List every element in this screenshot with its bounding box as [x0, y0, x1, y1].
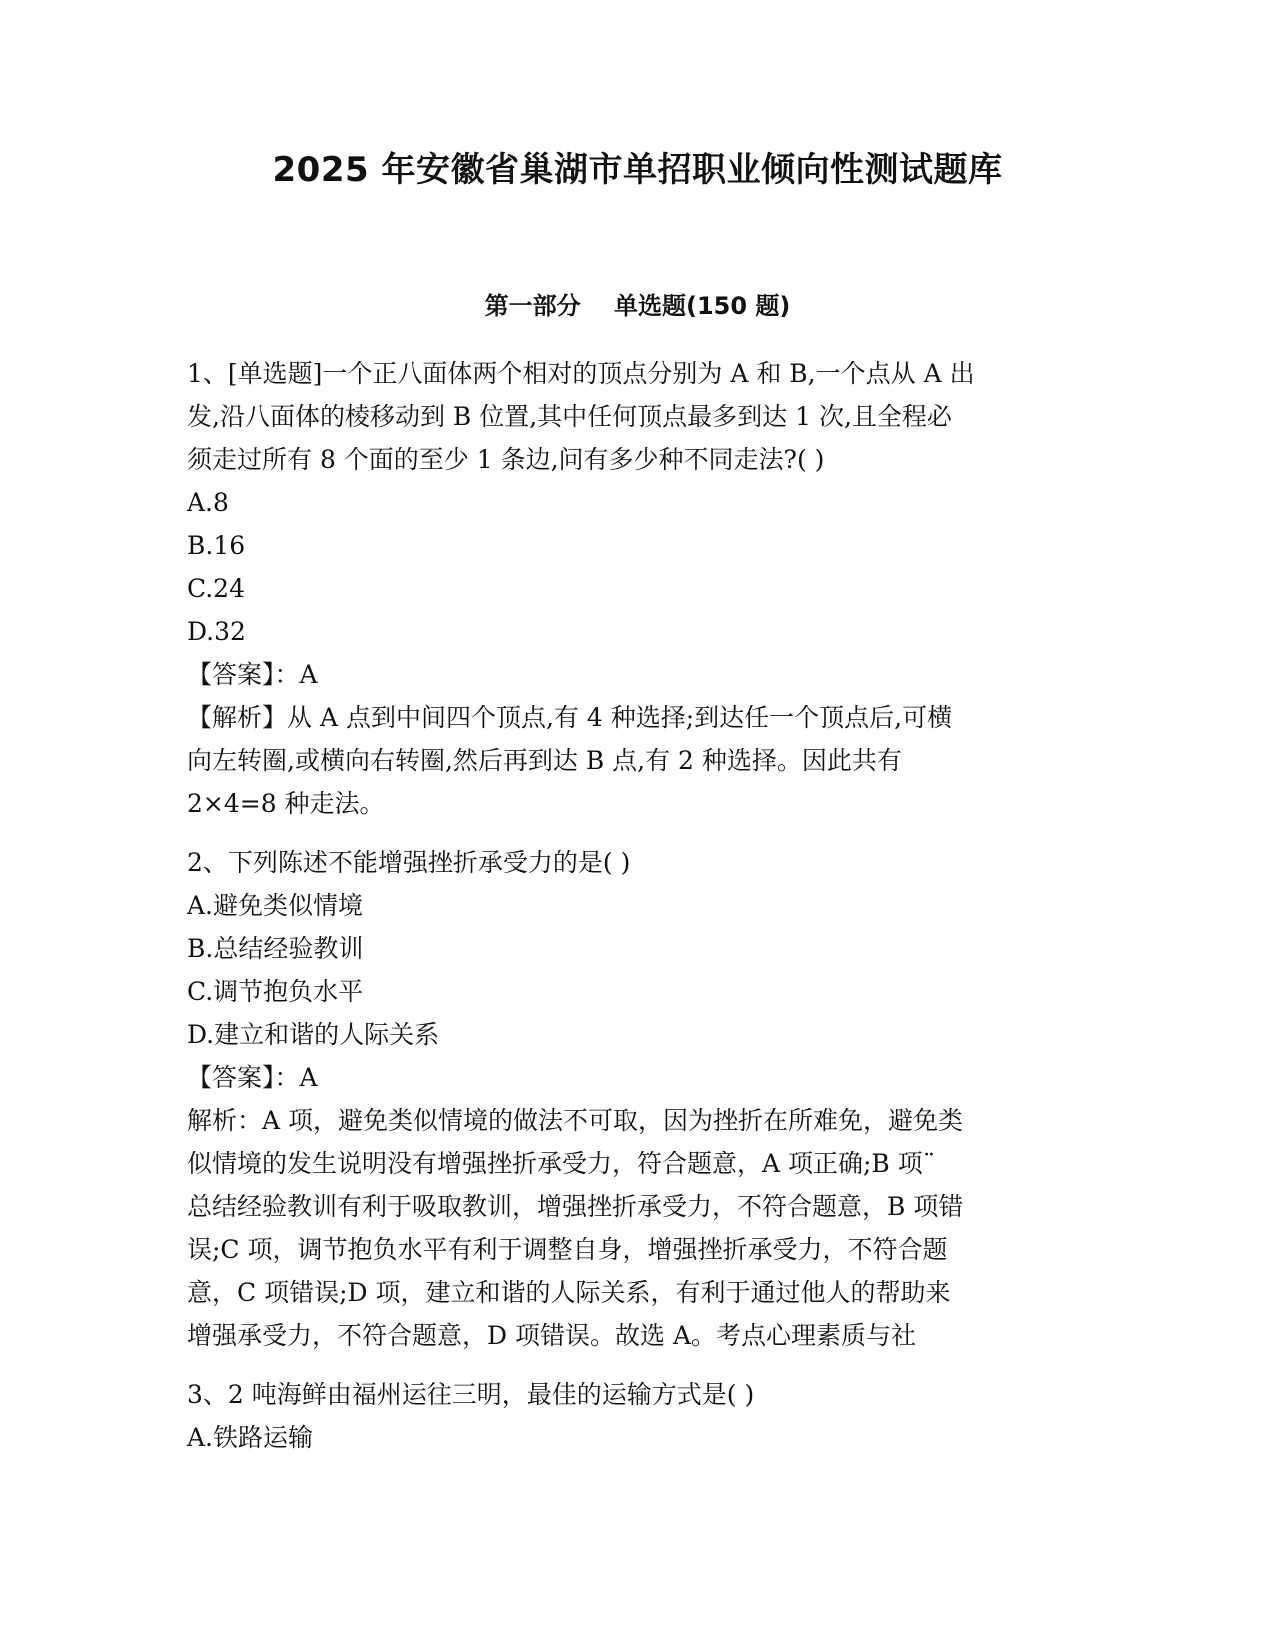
question-stem-line: 发,沿八面体的棱移动到 B 位置,其中任何顶点最多到达 1 次,且全程必 — [187, 402, 952, 431]
analysis-line: 总结经验教训有利于吸取教训，增强挫折承受力，不符合题意，B 项错 — [187, 1192, 964, 1221]
option-a: A.铁路运输 — [187, 1423, 314, 1452]
question-3 — [187, 1373, 1087, 1459]
analysis-line: 【解析】从 A 点到中间四个顶点,有 4 种选择;到达任一个顶点后,可横 — [187, 703, 953, 732]
option-d: D.建立和谐的人际关系 — [187, 1020, 440, 1049]
option-a: A.避免类似情境 — [187, 891, 364, 920]
option-b: B.16 — [187, 531, 246, 560]
question-stem-line: 3、2 吨海鲜由福州运往三明，最佳的运输方式是( ) — [187, 1380, 755, 1409]
question-2 — [187, 841, 1087, 1357]
question-stem-line: 2、下列陈述不能增强挫折承受力的是( ) — [187, 848, 631, 877]
question-1 — [187, 352, 1087, 825]
option-d: D.32 — [187, 617, 246, 646]
analysis-line: 解析：A 项，避免类似情境的做法不可取，因为挫折在所难免，避免类 — [187, 1106, 964, 1135]
analysis-line: 向左转圈,或横向右转圈,然后再到达 B 点,有 2 种选择。因此共有 — [187, 746, 902, 775]
option-a: A.8 — [187, 488, 229, 517]
analysis-line: 意，C 项错误;D 项，建立和谐的人际关系，有利于通过他人的帮助来 — [187, 1278, 951, 1307]
question-list — [187, 352, 1087, 1459]
document-title: 2025 年安徽省巢湖市单招职业倾向性测试题库 — [272, 150, 1003, 190]
answer: 【答案】：A — [187, 1063, 318, 1092]
question-stem-line: 须走过所有 8 个面的至少 1 条边,问有多少种不同走法?( ) — [187, 445, 825, 474]
question-spacer — [187, 1357, 1087, 1373]
analysis-line: 误;C 项，调节抱负水平有利于调整自身，增强挫折承受力，不符合题 — [187, 1235, 948, 1264]
question-spacer — [187, 825, 1087, 841]
answer: 【答案】：A — [187, 660, 318, 689]
option-c: C.调节抱负水平 — [187, 977, 364, 1006]
question-stem-line: 1、[单选题]一个正八面体两个相对的顶点分别为 A 和 B,一个点从 A 出 — [187, 359, 975, 388]
option-c: C.24 — [187, 574, 245, 603]
analysis-line: 增强承受力，不符合题意，D 项错误。故选 A。考点心理素质与社 — [187, 1321, 916, 1350]
option-b: B.总结经验教训 — [187, 934, 364, 963]
analysis-line: 2×4=8 种走法。 — [187, 789, 385, 818]
section-title: 第一部分 单选题(150 题) — [484, 292, 791, 320]
analysis-line: 似情境的发生说明没有增强挫折承受力，符合题意，A 项正确;B 项¨ — [187, 1149, 936, 1178]
